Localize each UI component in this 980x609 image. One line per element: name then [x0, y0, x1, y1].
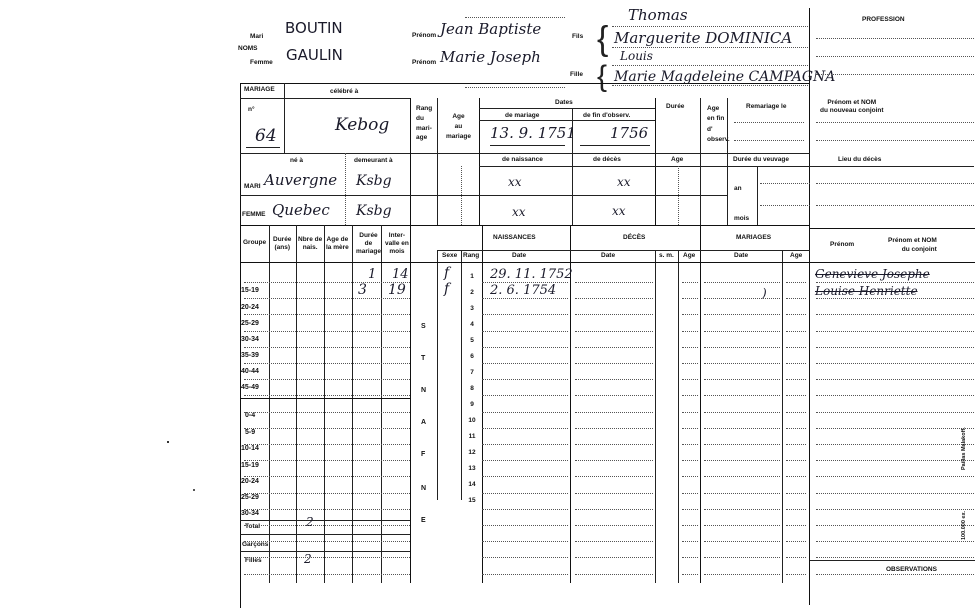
- deces-date-col-label: Date: [601, 252, 616, 259]
- rank-number: 8: [470, 385, 474, 392]
- naissance-label: de naissance: [502, 156, 543, 163]
- age-group: 5-9: [245, 429, 256, 436]
- row-separator: [575, 557, 653, 558]
- age-group: 30-34: [241, 510, 259, 517]
- child-birth-date: 29. 11. 1752: [490, 267, 573, 282]
- row-separator: [682, 541, 698, 542]
- row-separator: [816, 298, 974, 299]
- age-group: 40-44: [241, 368, 259, 375]
- mari-lieu-naissance: Auvergne: [264, 171, 338, 189]
- row-separator: [816, 363, 974, 364]
- row-separator: [816, 412, 974, 413]
- age-group: 0-4: [245, 412, 256, 419]
- row-separator: [575, 541, 653, 542]
- age-group: 15-19: [241, 462, 259, 469]
- row-separator: [704, 428, 780, 429]
- fille-label: Fille: [570, 71, 584, 78]
- row-separator: [704, 412, 780, 413]
- nbre-nais-label: Nbre de nais.: [298, 236, 323, 252]
- lieu-deces-label: Lieu du décès: [838, 156, 882, 163]
- mari-naissance-date: xx: [508, 175, 522, 189]
- age-group: 25-29: [241, 494, 259, 501]
- filles-label: Filles: [245, 557, 262, 564]
- mariage-place: Kebog: [335, 115, 390, 135]
- row-separator: [575, 379, 653, 380]
- age-group: 20-24: [241, 304, 259, 311]
- row-separator: [682, 460, 698, 461]
- row-separator: [682, 363, 698, 364]
- row-separator: [816, 541, 974, 542]
- age-group: 15-19: [241, 287, 259, 294]
- row-separator: [786, 298, 806, 299]
- row-separator: [244, 509, 410, 510]
- row-separator: [482, 363, 568, 364]
- row-separator: [816, 314, 974, 315]
- row-separator: [575, 525, 653, 526]
- row-separator: [786, 574, 806, 575]
- femme-deces-date: xx: [612, 204, 626, 218]
- mari-label: Mari: [250, 33, 264, 40]
- row-separator: [482, 379, 568, 380]
- row-separator: [482, 395, 568, 396]
- row-separator: [244, 460, 410, 461]
- row-separator: [786, 525, 806, 526]
- row-separator: [244, 412, 410, 413]
- row-separator: [682, 331, 698, 332]
- row-separator: [575, 574, 653, 575]
- fils-label: Fils: [572, 33, 584, 40]
- row-separator: [244, 298, 410, 299]
- rang-mariage-label: Rang du mari- age: [416, 105, 433, 142]
- row-separator: [482, 574, 568, 575]
- child-duree: 1: [368, 267, 377, 282]
- mois-label: mois: [734, 215, 750, 222]
- row-separator: [816, 444, 974, 445]
- row-separator: [575, 395, 653, 396]
- row-separator: [482, 557, 568, 558]
- row-separator: [704, 476, 780, 477]
- rang-label: Rang: [463, 252, 480, 259]
- age-group: 20-24: [241, 478, 259, 485]
- rank-number: 9: [470, 401, 474, 408]
- row-separator: [244, 379, 410, 380]
- row-separator: [704, 395, 780, 396]
- row-separator: [786, 412, 806, 413]
- row-separator: [682, 314, 698, 315]
- row-separator: [682, 282, 698, 283]
- row-separator: [575, 412, 653, 413]
- age-group: 45-49: [241, 384, 259, 391]
- row-separator: [244, 557, 410, 558]
- row-separator: [482, 476, 568, 477]
- rank-number: 2: [470, 289, 474, 296]
- row-separator: [575, 509, 653, 510]
- child-intervalle: 14: [392, 267, 409, 282]
- rank-number: 6: [470, 353, 474, 360]
- row-separator: [244, 574, 410, 575]
- rank-number: 14: [468, 481, 476, 488]
- row-separator: [482, 428, 568, 429]
- row-separator: [482, 541, 568, 542]
- speck: [193, 489, 195, 491]
- row-separator: [704, 525, 780, 526]
- row-separator: [575, 428, 653, 429]
- fin-observ-label: de fin d'observ.: [583, 112, 631, 119]
- row-separator: [816, 282, 974, 283]
- row-separator: [816, 395, 974, 396]
- row-separator: [244, 493, 410, 494]
- mari-demeurant: Ksbg: [356, 173, 392, 189]
- rank-number: 5: [470, 337, 474, 344]
- mariage-title: MARIAGE: [244, 86, 275, 93]
- mariages-label: MARIAGES: [736, 234, 772, 241]
- row-separator: [575, 298, 653, 299]
- row-separator: [482, 347, 568, 348]
- intervalle-label: Inter- valle en mois: [385, 232, 409, 256]
- rank-number: 1: [470, 273, 474, 280]
- row-separator: [682, 428, 698, 429]
- row-separator: [482, 412, 568, 413]
- date-fin-observ: 1756: [610, 124, 649, 142]
- row-separator: [704, 541, 780, 542]
- row-separator: [786, 314, 806, 315]
- duree-veuvage-label: Durée du veuvage: [733, 156, 789, 163]
- filles-value: 2: [304, 552, 312, 566]
- row-separator: [244, 395, 410, 396]
- profession-label: PROFESSION: [862, 16, 905, 23]
- row-separator: [575, 476, 653, 477]
- row-separator: [816, 509, 974, 510]
- fils-mother-2: Louis: [620, 49, 653, 63]
- row-separator: [682, 444, 698, 445]
- child-birth-date: 2. 6. 1754: [490, 283, 557, 298]
- row-separator: [244, 444, 410, 445]
- tirage-note: 100.000 ex.: [961, 510, 967, 540]
- row-separator: [575, 460, 653, 461]
- row-separator: [786, 395, 806, 396]
- row-separator: [682, 379, 698, 380]
- row-separator: [786, 541, 806, 542]
- rank-number: 10: [468, 417, 476, 424]
- age-group: 30-34: [241, 336, 259, 343]
- sexe-label: Sexe: [442, 252, 458, 259]
- mari-deces-date: xx: [617, 175, 631, 189]
- rank-number: 7: [470, 369, 474, 376]
- row-separator: [816, 525, 974, 526]
- row-separator: [704, 509, 780, 510]
- an-label: an: [734, 185, 742, 192]
- row-separator: [704, 557, 780, 558]
- row-separator: [704, 444, 780, 445]
- row-separator: [575, 347, 653, 348]
- noms-label: NOMS: [238, 45, 258, 52]
- deces-age-label: Age: [683, 252, 696, 259]
- row-separator: [682, 347, 698, 348]
- femme-surname: GAULIN: [286, 46, 343, 64]
- row-separator: [244, 428, 410, 429]
- row-separator: [816, 574, 974, 575]
- child-intervalle: 19: [388, 282, 406, 298]
- rank-number: 12: [468, 449, 476, 456]
- demeurant-label: demeurant à: [354, 157, 393, 164]
- mariage-number: 64: [255, 126, 277, 146]
- deces-section-label: DÉCÈS: [623, 234, 646, 241]
- duree-mariage-label: Durée de mariage: [356, 232, 381, 256]
- mariage-age-label: Age: [790, 252, 803, 259]
- row-separator: [482, 444, 568, 445]
- row-separator: [704, 363, 780, 364]
- prenom-col-label: Prénom: [830, 241, 855, 248]
- femme-lieu-naissance: Quebec: [272, 201, 330, 219]
- row-separator: [575, 363, 653, 364]
- rank-number: 15: [468, 497, 476, 504]
- row-separator: [816, 428, 974, 429]
- fille-mother: Marie Magdeleine CAMPAGNA: [614, 69, 836, 85]
- row-separator: [786, 476, 806, 477]
- femme-naissance-date: xx: [512, 205, 526, 219]
- rank-number: 3: [470, 305, 474, 312]
- row-separator: [816, 331, 974, 332]
- row-separator: [682, 298, 698, 299]
- row-separator: [816, 557, 974, 558]
- row-separator: [482, 314, 568, 315]
- row-separator: [704, 574, 780, 575]
- row-separator: [244, 541, 410, 542]
- row-separator: [244, 331, 410, 332]
- row-separator: [682, 509, 698, 510]
- duree-ans-label: Durée (ans): [273, 236, 292, 252]
- row-separator: [786, 460, 806, 461]
- naissances-label: NAISSANCES: [493, 234, 536, 241]
- age-group: 25-29: [241, 320, 259, 327]
- ne-a-label: né à: [290, 157, 304, 164]
- total-label: Total: [245, 523, 261, 530]
- date-mariage: 13. 9. 1751: [490, 124, 576, 142]
- mariage-date-label: Date: [734, 252, 749, 259]
- row-separator: [786, 363, 806, 364]
- row-separator: [682, 395, 698, 396]
- row-separator: [244, 282, 410, 283]
- mari-row-label: MARI: [244, 183, 261, 190]
- row-separator: [786, 379, 806, 380]
- femme-demeurant: Ksbg: [356, 203, 392, 219]
- row-separator: [244, 347, 410, 348]
- deces-date-label: de décès: [593, 156, 621, 163]
- naissance-date-label: Date: [512, 252, 527, 259]
- conjoint-col-label: Prénom et NOM du conjoint: [888, 237, 937, 254]
- row-separator: [786, 428, 806, 429]
- age-fin-label: Age en fin d' observ.: [707, 105, 730, 144]
- child-sexe: f: [444, 265, 450, 281]
- row-separator: [482, 509, 568, 510]
- row-separator: [682, 493, 698, 494]
- row-separator: [482, 525, 568, 526]
- row-separator: [482, 493, 568, 494]
- marriage-mark: ): [762, 286, 767, 300]
- groupe-label: Groupe: [243, 239, 267, 246]
- row-separator: [704, 347, 780, 348]
- row-separator: [575, 282, 653, 283]
- row-separator: [786, 557, 806, 558]
- child-duree: 3: [358, 282, 367, 298]
- row-separator: [704, 379, 780, 380]
- printer-note: Paillas Malakoff.: [961, 427, 967, 470]
- child-prenom: Louise Henriette: [815, 284, 918, 298]
- rank-number: 4: [470, 321, 474, 328]
- row-separator: [816, 347, 974, 348]
- row-separator: [786, 282, 806, 283]
- row-separator: [482, 460, 568, 461]
- garcons-label: Garçons: [242, 541, 269, 548]
- prenom-label-mari: Prénom: [412, 32, 437, 39]
- row-separator: [244, 525, 410, 526]
- row-separator: [704, 314, 780, 315]
- row-separator: [575, 493, 653, 494]
- total-value: 2: [306, 515, 314, 529]
- row-separator: [786, 347, 806, 348]
- row-separator: [575, 314, 653, 315]
- row-separator: [704, 493, 780, 494]
- row-separator: [786, 509, 806, 510]
- row-separator: [786, 493, 806, 494]
- femme-label: Femme: [250, 59, 273, 66]
- row-separator: [682, 525, 698, 526]
- age-mariage-label: Age au mariage: [446, 113, 471, 140]
- row-separator: [244, 314, 410, 315]
- row-separator: [704, 298, 780, 299]
- row-separator: [575, 331, 653, 332]
- row-separator: [244, 476, 410, 477]
- dates-label: Dates: [555, 99, 573, 106]
- femme-row-label: FEMME: [242, 211, 266, 218]
- remariage-label: Remariage le: [746, 103, 787, 110]
- speck: [167, 441, 169, 443]
- rank-number: 13: [468, 465, 476, 472]
- sm-label: s. m.: [659, 252, 674, 259]
- age-label-2: Age: [671, 156, 684, 163]
- row-separator: [704, 331, 780, 332]
- nouveau-conjoint-label: Prénom et NOM du nouveau conjoint: [820, 99, 884, 115]
- row-separator: [786, 444, 806, 445]
- age-group: 35-39: [241, 352, 259, 359]
- row-separator: [244, 363, 410, 364]
- duree-label: Durée: [666, 103, 685, 110]
- row-separator: [704, 282, 780, 283]
- row-separator: [682, 557, 698, 558]
- row-separator: [786, 331, 806, 332]
- mari-surname: BOUTIN: [285, 19, 343, 37]
- row-separator: [482, 331, 568, 332]
- fille-brace: {: [597, 60, 608, 93]
- mari-prenom: Jean Baptiste: [440, 20, 542, 38]
- row-separator: [704, 460, 780, 461]
- age-group: 10-14: [241, 445, 259, 452]
- row-separator: [816, 379, 974, 380]
- fils-father: Thomas: [628, 6, 688, 24]
- celebre-label: célébré à: [330, 88, 359, 95]
- prenom-label-femme: Prénom: [412, 59, 437, 66]
- row-separator: [682, 412, 698, 413]
- row-separator: [482, 298, 568, 299]
- fils-brace: {: [597, 20, 609, 58]
- age-mere-label: Age de la mère: [326, 236, 349, 252]
- child-prenom: Genevieve Josephe: [815, 267, 930, 281]
- child-sexe: f: [444, 281, 450, 297]
- de-mariage-label: de mariage: [505, 112, 540, 119]
- observations-label: OBSERVATIONS: [886, 566, 937, 573]
- fils-mother: Marguerite DOMINICA: [614, 29, 793, 47]
- rank-number: 11: [468, 433, 476, 440]
- row-separator: [682, 476, 698, 477]
- row-separator: [575, 444, 653, 445]
- femme-prenom: Marie Joseph: [440, 48, 541, 66]
- row-separator: [816, 460, 974, 461]
- row-separator: [816, 476, 974, 477]
- row-separator: [816, 493, 974, 494]
- row-separator: [682, 574, 698, 575]
- no-label: n°: [248, 106, 255, 113]
